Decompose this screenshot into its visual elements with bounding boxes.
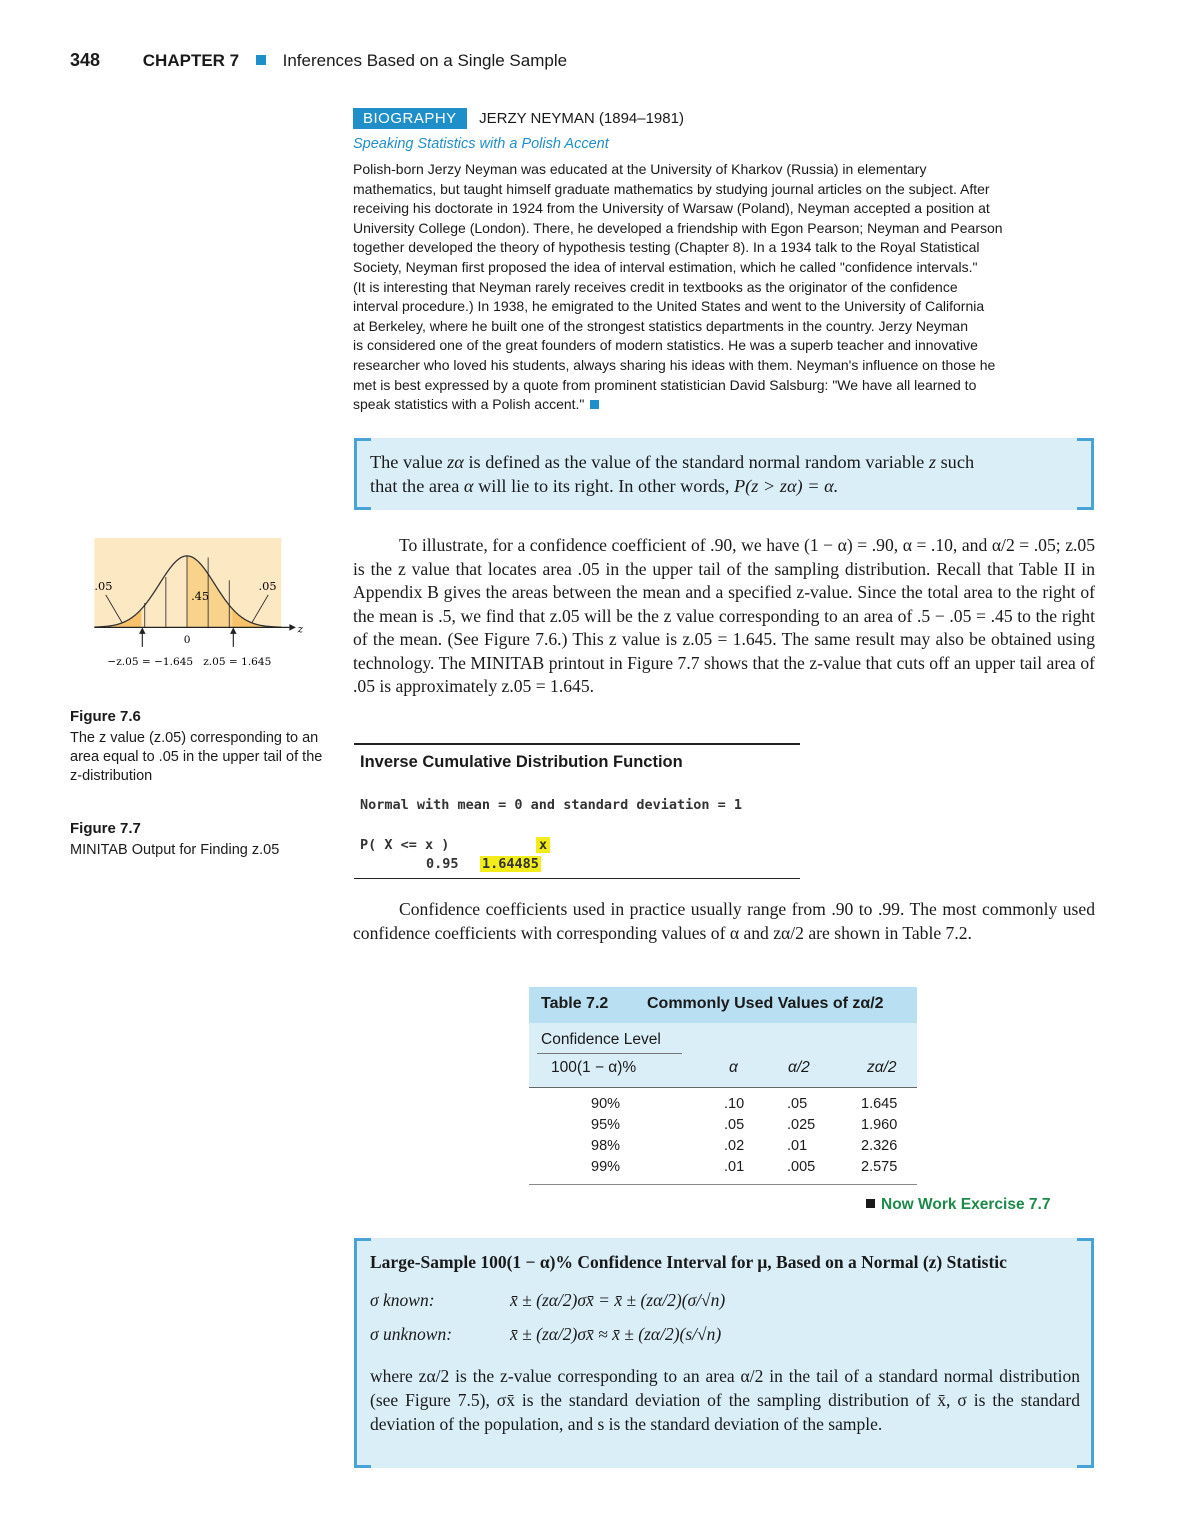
col-group-rule <box>537 1053 682 1054</box>
definition-box <box>354 438 1094 510</box>
figure-7-6-caption <box>70 708 332 786</box>
ci-box-title: Large-Sample 100(1 − α)% Confidence Interval for μ, Based on a Normal (z) Statistic <box>370 1252 1007 1272</box>
table-7-2 <box>529 987 917 1185</box>
illustration-text: To illustrate, for a confidence coefficient of .90, we have (1 − α) = .90, α = .10, and α/2 = .05; z.05 is the z value that locates area .05 in the upper tail of the sampling distribution. Recall that Table II in Appendix B gives the areas between the mean and a specified z-value. Since the total area to the right of the mean is .5, we find that z.05 will be the z value corresponding to an area of .5 − .05 = .45 to the right of the mean. (See Figure 7.6.) This z value is z.05 = 1.645. The same result may also be obtained using technology. The MINITAB printout in Figure 7.7 shows that the z-value that cuts off an upper tail area of .05 is approximately z.05 = 1.645. <box>353 535 1095 696</box>
bracket-left <box>354 1238 371 1468</box>
sigma-unknown-formula: x̄ ± (zα/2)σx̄ ≈ x̄ ± (zα/2)(s/√n) <box>510 1324 722 1344</box>
now-work-label: Now Work Exercise 7.7 <box>881 1196 1051 1213</box>
figure-label: Figure 7.7 <box>70 820 141 837</box>
figure-label: Figure 7.6 <box>70 708 141 725</box>
definition-text: The value zα is defined as the value of the standard normal random variable z such that the area α will lie to its right. In other words, P(z > zα) = α. <box>370 452 975 496</box>
chapter-label: CHAPTER 7 <box>142 51 240 70</box>
sigma-known-row <box>370 1290 726 1311</box>
end-square-icon <box>590 400 599 409</box>
minitab-output <box>354 743 800 879</box>
left-z-value: −z.05 = −1.645 <box>107 655 194 668</box>
biography-section <box>353 108 1093 415</box>
chapter-title: Inferences Based on a Single Sample <box>282 51 568 70</box>
confidence-interval-box <box>354 1238 1094 1468</box>
square-bullet-icon <box>866 1199 875 1208</box>
arrow-up-icon <box>139 627 146 634</box>
minitab-col-header-x: x <box>536 837 550 853</box>
figure-caption-text: MINITAB Output for Finding z.05 <box>70 842 280 858</box>
col-header-z: zα/2 <box>867 1059 897 1076</box>
biography-line: met is best expressed by a quote from prominent statistician David Salsburg: "We have all learned to <box>353 376 977 393</box>
biography-line: speak statistics with a Polish accent." <box>353 396 585 413</box>
definition-formula: P(z > zα) = α. <box>733 476 839 496</box>
biography-line: together developed the theory of hypothesis testing (Chapter 8). In a 1934 talk to the Royal Statistical <box>353 239 980 256</box>
table-title: Commonly Used Values of zα/2 <box>647 995 884 1012</box>
ci-box-explanation: where zα/2 is the z-value corresponding to an area α/2 in the tail of a standard normal distribution (see Figure 7.5), σx̄ is the standard deviation of the sampling distribution of x̄, σ is the standard deviation of the population, and s is the standard deviation of the sample. <box>370 1366 1080 1434</box>
biography-line: Society, Neyman first proposed the idea of interval estimation, which he called "confidence intervals." <box>353 258 978 275</box>
page-number: 348 <box>70 50 101 70</box>
biography-line: interval procedure.) In 1938, he emigrated to the United States and went to the University of California <box>353 298 985 315</box>
figure-caption-text: The z value (z.05) corresponding to an area equal to .05 in the upper tail of the z-distribution <box>70 730 323 784</box>
zero-label: 0 <box>183 633 191 646</box>
table-body: 90% .10 .05 1.645 95% .05 .025 1.960 98% .02 .01 2.326 99% .01 .005 2.575 <box>529 1088 917 1185</box>
biography-line: receiving his doctorate in 1924 from the University of Warsaw (Poland), Neyman accepted a position at <box>353 200 990 217</box>
col-group-header: Confidence Level <box>541 1031 661 1048</box>
running-head <box>70 50 567 71</box>
biography-line: at Berkeley, where he built one of the strongest statistics departments in the country. Jerzy Neyman <box>353 317 969 334</box>
biography-line: mathematics, but taught himself graduate mathematics by studying journal articles on the subject. After <box>353 180 990 197</box>
bracket-left <box>354 438 371 510</box>
table-label: Table 7.2 <box>541 995 609 1012</box>
figure-7-6-normal-curve <box>70 538 330 668</box>
biography-subtitle: Speaking Statistics with a Polish Accent <box>353 136 609 152</box>
right-z-value: z.05 = 1.645 <box>203 655 272 668</box>
minitab-distribution-line: Normal with mean = 0 and standard deviation = 1 <box>360 797 743 813</box>
minitab-prob-value: 0.95 <box>426 856 459 872</box>
axis-arrow-icon <box>289 624 296 631</box>
z-alpha-symbol: zα <box>447 452 464 472</box>
table-header <box>529 1023 917 1088</box>
confidence-text: Confidence coefficients used in practice usually range from .90 to .99. The most commonly used confidence coefficients with corresponding values of α and zα/2 are shown in Table 7.2. <box>353 899 1095 943</box>
table-caption <box>529 987 917 1023</box>
confidence-paragraph <box>353 898 1095 945</box>
right-area-label: .05 <box>258 579 277 593</box>
center-area-label: .45 <box>191 588 210 603</box>
biography-line: (It is interesting that Neyman rarely receives credit in textbooks as the originator of the confidence <box>353 278 958 295</box>
arrow-up-icon <box>230 627 237 634</box>
sigma-unknown-label: σ unknown: <box>370 1324 453 1344</box>
biography-line: University College (London). There, he developed a friendship with Egon Pearson; Neyman and Pearson <box>353 219 1003 236</box>
biography-text <box>353 160 1085 415</box>
col-header-alpha-half: α/2 <box>788 1059 810 1076</box>
biography-name: JERZY NEYMAN (1894–1981) <box>479 110 684 127</box>
col-header-confidence: 100(1 − α)% <box>551 1059 637 1076</box>
figure-7-7-caption <box>70 820 320 860</box>
illustration-paragraph <box>353 534 1095 699</box>
biography-line: Polish-born Jerzy Neyman was educated at the University of Kharkov (Russia) in elementary <box>353 161 927 177</box>
left-area-label: .05 <box>94 579 113 593</box>
col-header-alpha: α <box>729 1059 738 1076</box>
minitab-col-header-prob: P( X <= x ) <box>360 837 450 853</box>
biography-line: researcher who loved his students, always sharing his ideas with them. Neyman's influence on those he <box>353 356 996 373</box>
minitab-x-value: 1.64485 <box>482 856 539 872</box>
biography-tag: BIOGRAPHY <box>353 108 467 129</box>
sigma-known-formula: x̄ ± (zα/2)σx̄ = x̄ ± (zα/2)(σ/√n) <box>510 1290 726 1310</box>
axis-z-label: z <box>297 623 304 636</box>
sigma-known-label: σ known: <box>370 1290 435 1310</box>
biography-line: is considered one of the great founders of modern statistics. He was a superb teacher and innovative <box>353 337 978 354</box>
square-bullet-icon <box>256 55 266 65</box>
sigma-unknown-row <box>370 1324 722 1345</box>
minitab-heading: Inverse Cumulative Distribution Function <box>360 753 683 771</box>
now-work-exercise <box>866 1196 1050 1214</box>
